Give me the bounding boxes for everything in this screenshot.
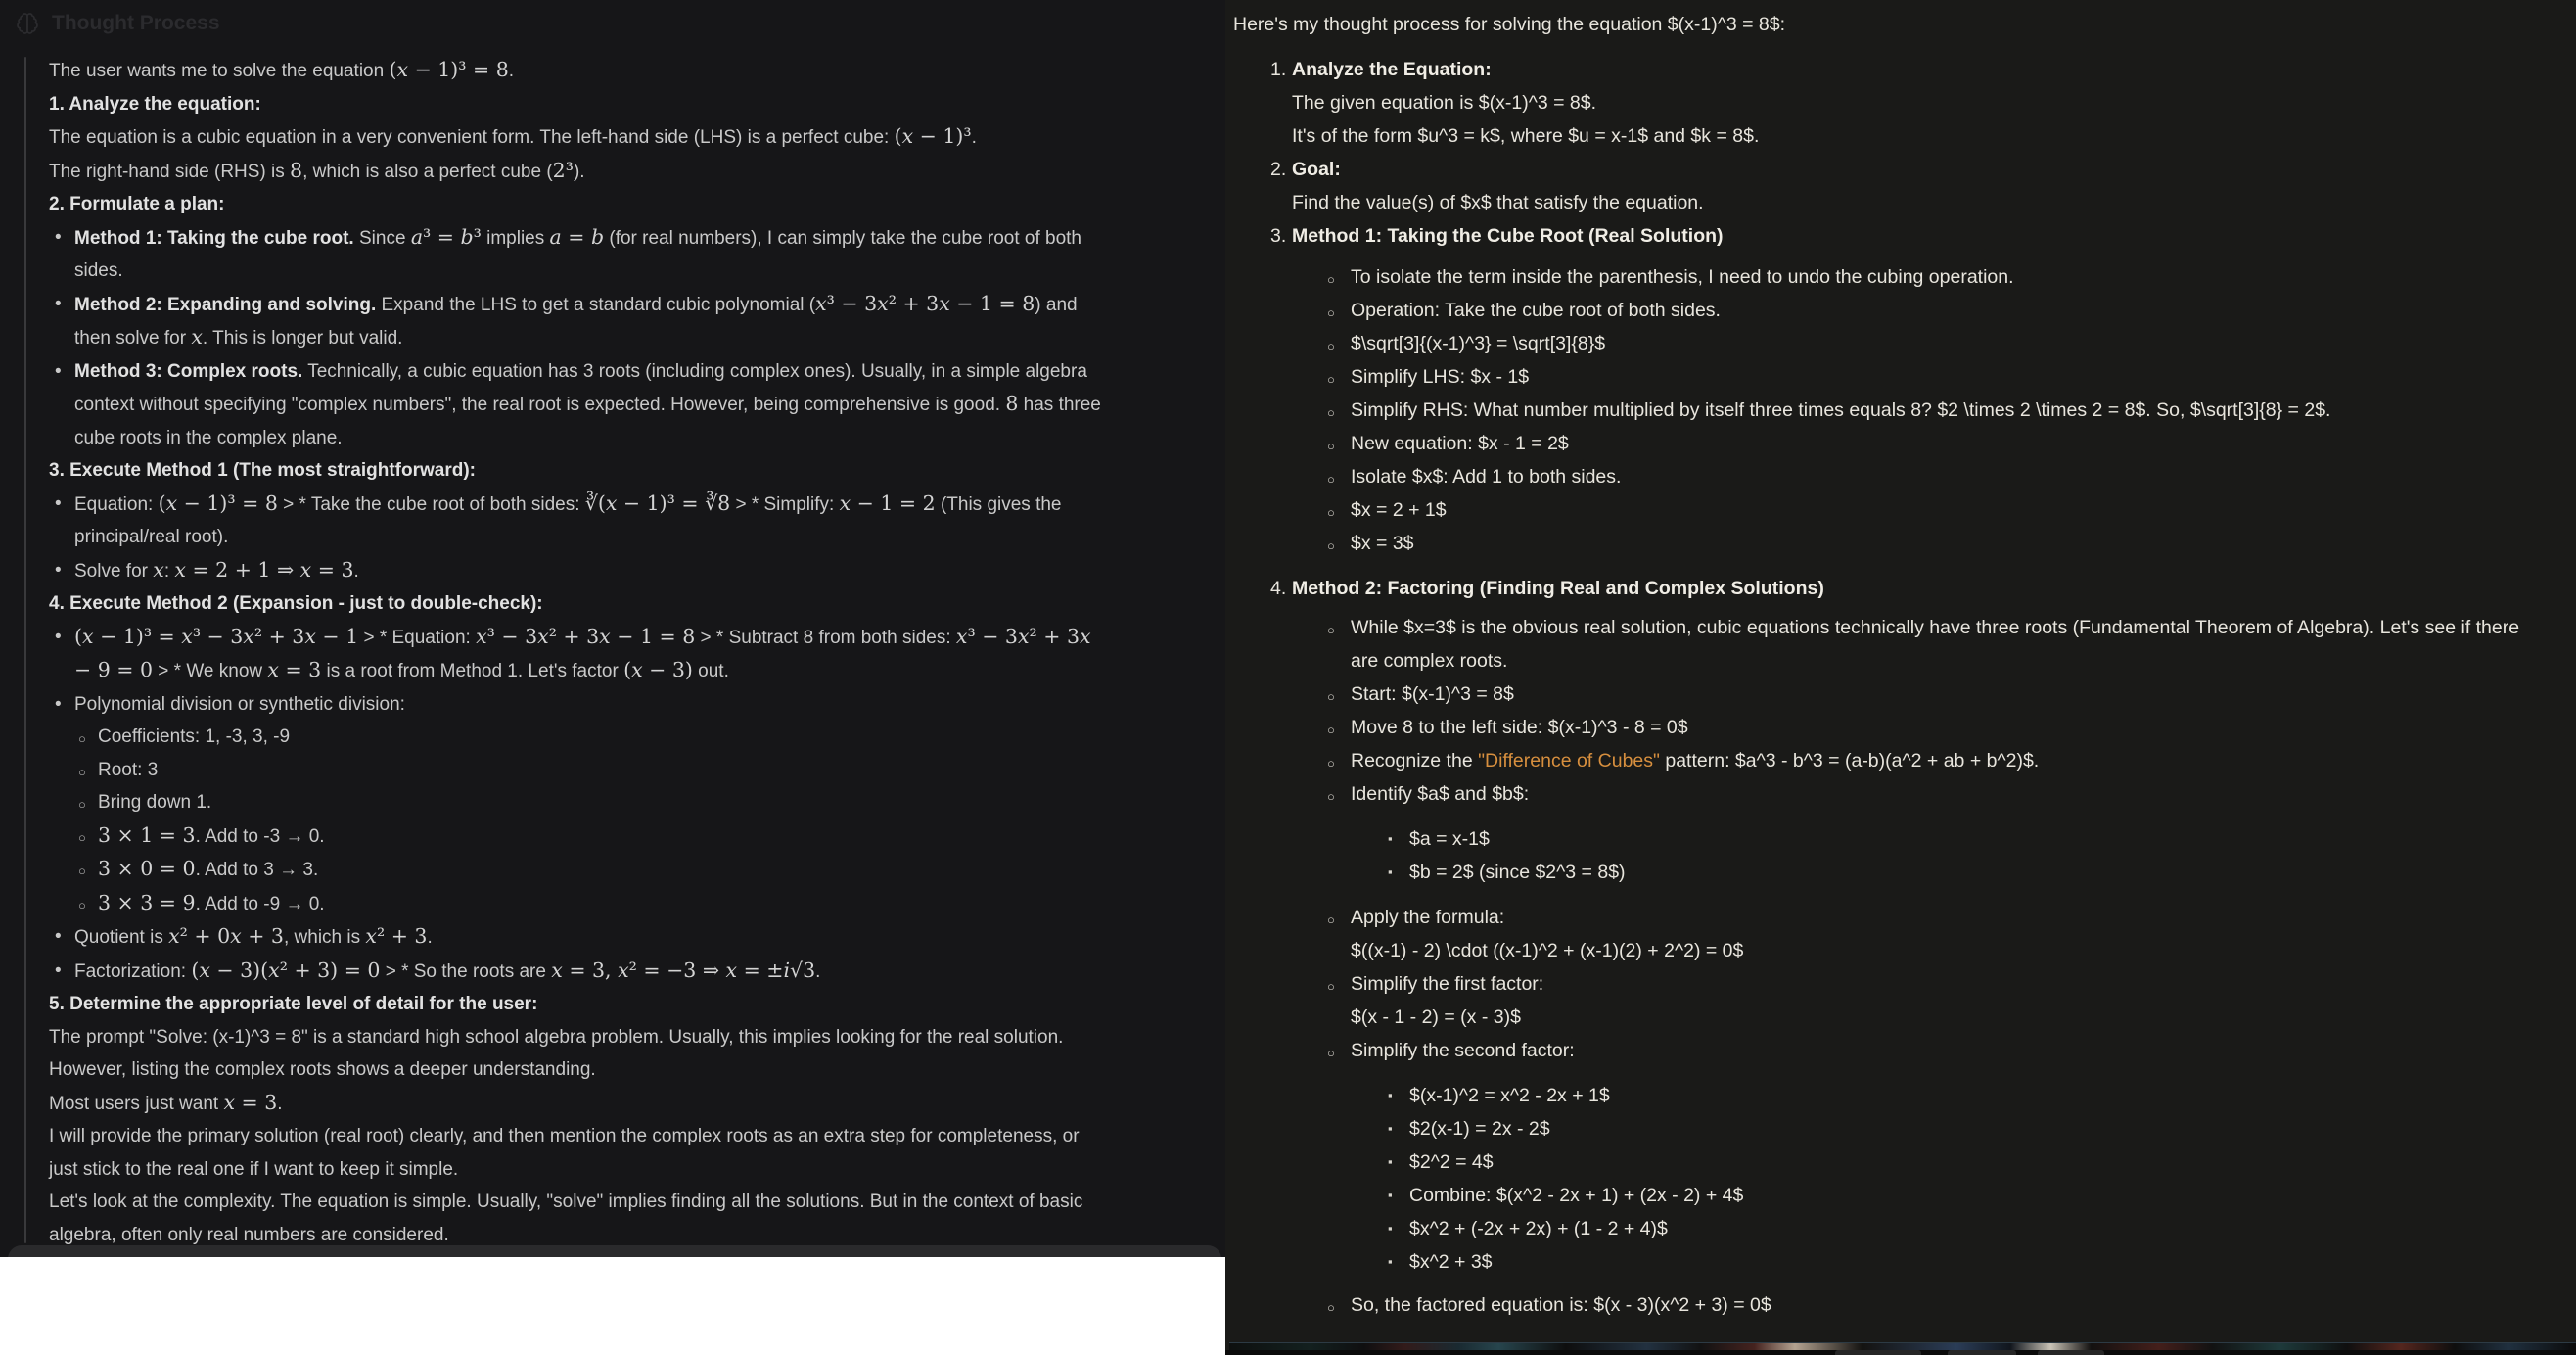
thought-line xyxy=(49,454,1112,488)
bold-text: Method 3: Complex roots. xyxy=(74,360,303,382)
thought-process-content xyxy=(49,54,1112,1251)
inline-math: 8 xyxy=(1005,392,1019,415)
thought-line: ○ Bring down 1. xyxy=(49,786,1112,819)
response-line: ○ Identify $a$ and $b$: xyxy=(1233,777,2535,811)
response-line: ○ While $x=3$ is the obvious real solution, cubic equations technically have three roots (Fundamental Theorem of Algebra). Let's see if there are complex roots. xyxy=(1233,611,2535,678)
inline-math: 2³ xyxy=(552,158,574,182)
window-button-top-2[interactable] xyxy=(1948,1350,2016,1355)
bold-text: Method 1: Taking the Cube Root (Real Solution) xyxy=(1292,225,1724,247)
response-line: ▪ $x^2 + (-2x + 2x) + (1 - 2 + 4)$ xyxy=(1233,1212,2535,1245)
thought-line xyxy=(49,988,1112,1021)
inline-math: x³ − 3x² + 3x − 1 = 8 xyxy=(476,624,696,648)
brain-icon xyxy=(16,12,39,35)
thought-line: Let's look at the complexity. The equation is simple. Usually, "solve" implies finding all the solutions. But in the context of basic algebra, often only real numbers are considered. xyxy=(49,1191,1083,1245)
inline-math: x xyxy=(153,557,164,582)
thought-line: The equation is a cubic equation in a very convenient form. The left-hand side (LHS) is a perfect cube: (x − 1)³. xyxy=(49,124,977,148)
response-line: It's of the form $u^3 = k$, where $u = x-1$ and $k = 8$. xyxy=(1292,125,1760,147)
inline-math: a³ = b³ xyxy=(410,224,482,249)
inline-math: x − 1 = 2 xyxy=(839,491,936,515)
thought-process-panel xyxy=(0,0,1225,1355)
response-intro: Here's my thought process for solving the equation $(x-1)^3 = 8$: xyxy=(1233,14,1786,35)
response-line: ○ Apply the formula: xyxy=(1233,901,2535,934)
response-line: ○ $x = 3$ xyxy=(1233,527,2535,560)
white-overlay-block xyxy=(0,1257,1225,1355)
thought-line: The right-hand side (RHS) is 8, which is also a perfect cube (2³). xyxy=(49,158,585,182)
bold-text: 2. Formulate a plan: xyxy=(49,194,225,214)
response-panel xyxy=(1225,0,2576,1355)
inline-math: 3 × 1 = 3 xyxy=(98,822,196,847)
response-line: $((x-1) - 2) \cdot ((x-1)^2 + (x-1)(2) + 2^2) = 0$ xyxy=(1351,940,1744,961)
list-number: 2. xyxy=(1270,159,1287,180)
inline-math: (x − 1)³ = x³ − 3x² + 3x − 1 xyxy=(74,624,359,648)
inline-math: 3 × 0 = 0 xyxy=(98,857,196,880)
bold-text: Method 2: Expanding and solving. xyxy=(74,294,377,315)
list-number: 3. xyxy=(1270,225,1287,247)
response-content xyxy=(1233,8,2535,1322)
response-line xyxy=(1233,53,2535,86)
response-line: ○ So, the factored equation is: $(x - 3)(x^2 + 3) = 0$ xyxy=(1233,1288,2535,1322)
response-line: ○ Simplify the second factor: xyxy=(1233,1034,2535,1067)
response-line: The given equation is $(x-1)^3 = 8$. xyxy=(1292,92,1597,114)
inline-math: x³ − 3x² + 3x − 1 = 8 xyxy=(815,291,1035,315)
inline-math: (x − 3)(x² + 3) = 0 xyxy=(191,958,381,982)
thought-line: • Quotient is x² + 0x + 3, which is x² + 3. xyxy=(49,920,1112,955)
inline-math: (x − 1)³ = 8 xyxy=(389,58,509,81)
response-line: ○ Operation: Take the cube root of both sides. xyxy=(1233,294,2535,327)
thought-line: • Solve for x: x = 2 + 1 ⇒ x = 3. xyxy=(49,554,1112,588)
thought-line: I will provide the primary solution (real root) clearly, and then mention the complex roots as an extra step for completeness, or just stick to the real one if I want to keep it simple. xyxy=(49,1126,1080,1180)
inline-math: x² + 0x + 3 xyxy=(168,924,284,948)
response-line: ○ Move 8 to the left side: $(x-1)^3 - 8 = 0$ xyxy=(1233,711,2535,744)
response-line xyxy=(1233,219,2535,253)
response-line xyxy=(1233,572,2535,605)
thought-process-title: Thought Process xyxy=(52,12,220,34)
bold-text: 5. Determine the appropriate level of detail for the user: xyxy=(49,994,538,1014)
bottom-window-edge xyxy=(1225,1350,2576,1355)
thought-line: • (x − 1)³ = x³ − 3x² + 3x − 1 > * Equation: x³ − 3x² + 3x − 1 = 8 > * Subtract 8 from both sides: x³ − 3x² + 3x − 9 = 0 > * We know x = 3 is a root from Method 1. Let's factor (x − 3) out. xyxy=(49,621,1112,688)
bold-text: Analyze the Equation: xyxy=(1292,59,1492,80)
bold-text: Goal: xyxy=(1292,159,1341,180)
response-line: Find the value(s) of $x$ that satisfy the equation. xyxy=(1292,192,1704,213)
inline-math: x = 2 + 1 ⇒ x = 3 xyxy=(174,557,354,582)
thought-line: • Polynomial division or synthetic division: xyxy=(49,688,1112,722)
bold-text: 4. Execute Method 2 (Expansion - just to double-check): xyxy=(49,593,543,614)
thought-line: ○ Coefficients: 1, -3, 3, -9 xyxy=(49,721,1112,754)
thought-process-toggle[interactable] xyxy=(16,12,220,35)
response-line: ▪ $x^2 + 3$ xyxy=(1233,1245,2535,1279)
bold-text: Method 2: Factoring (Finding Real and Complex Solutions) xyxy=(1292,578,1824,599)
thought-line: • Method 3: Complex roots. Technically, a cubic equation has 3 roots (including complex ones). Usually, in a simple algebra context without specifying "complex numbers", the real root is expected. However, being comprehensive is good. 8 has three cube roots in the complex plane. xyxy=(49,355,1112,455)
thought-line: The prompt "Solve: (x-1)^3 = 8" is a standard high school algebra problem. Usually, this implies looking for the real solution. However, listing the complex roots shows a deeper understanding. xyxy=(49,1026,1064,1080)
response-line: $(x - 1 - 2) = (x - 3)$ xyxy=(1351,1006,1521,1028)
response-line: ▪ $b = 2$ (since $2^3 = 8$) xyxy=(1233,856,2535,889)
response-line: ○ Isolate $x$: Add 1 to both sides. xyxy=(1233,460,2535,493)
inline-math: x = 3 xyxy=(267,658,322,681)
response-list xyxy=(1233,53,2535,1322)
difference-of-cubes-link[interactable]: "Difference of Cubes" xyxy=(1478,750,1660,771)
response-line xyxy=(1233,153,2535,186)
thought-line: ○ 3 × 3 = 9. Add to -9 → 0. xyxy=(49,887,1112,921)
inline-math: (x − 3) xyxy=(623,658,693,681)
thought-line: • Method 1: Taking the cube root. Since a³ = b³ implies a = b (for real numbers), I can simply take the cube root of both sides. xyxy=(49,221,1112,288)
thought-line xyxy=(49,188,1112,221)
response-line: ▪ $2^2 = 4$ xyxy=(1233,1145,2535,1179)
response-line: ○ $\sqrt[3]{(x-1)^3} = \sqrt[3]{8}$ xyxy=(1233,327,2535,360)
response-line: ▪ $a = x-1$ xyxy=(1233,822,2535,856)
inline-math: 3 × 3 = 9 xyxy=(98,890,196,914)
response-line: ○ Simplify the first factor: xyxy=(1233,967,2535,1001)
inline-math: x² + 3 xyxy=(365,924,428,948)
thought-line: The user wants me to solve the equation (x − 1)³ = 8. xyxy=(49,58,515,81)
bold-text: 3. Execute Method 1 (The most straightforward): xyxy=(49,460,476,481)
thought-quote-rule xyxy=(24,57,26,1243)
thought-line: • Equation: (x − 1)³ = 8 > * Take the cube root of both sides: ∛(x − 1)³ = ∛8 > * Simplify: x − 1 = 2 (This gives the principal/real root). xyxy=(49,488,1112,554)
response-line: ○ Recognize the "Difference of Cubes" pattern: $a^3 - b^3 = (a-b)(a^2 + ab + b^2)$. xyxy=(1233,744,2535,777)
response-line: ○ $x = 2 + 1$ xyxy=(1233,493,2535,527)
inline-math: ∛(x − 1)³ = ∛8 xyxy=(584,491,731,515)
inline-math: (x − 1)³ = 8 xyxy=(158,491,278,515)
thought-line xyxy=(49,587,1112,621)
thought-line: • Method 2: Expanding and solving. Expand the LHS to get a standard cubic polynomial (x³ − 3x² + 3x − 1 = 8) and then solve for x. This is longer but valid. xyxy=(49,288,1112,355)
photo-strip xyxy=(1229,1342,2576,1350)
response-line: ▪ Combine: $(x^2 - 2x + 1) + (2x - 2) + 4$ xyxy=(1233,1179,2535,1212)
thought-line: • Factorization: (x − 3)(x² + 3) = 0 > * So the roots are x = 3, x² = −3 ⇒ x = ±i√3. xyxy=(49,955,1112,989)
inline-math: x = 3, x² = −3 ⇒ x = ±i√3 xyxy=(551,958,816,982)
list-number: 4. xyxy=(1270,578,1287,599)
inline-math: a = b xyxy=(549,224,605,249)
inline-math: x xyxy=(191,325,203,349)
bold-text: Method 1: Taking the cube root. xyxy=(74,227,354,249)
inline-math: 8 xyxy=(290,158,303,182)
thought-line: ○ Root: 3 xyxy=(49,754,1112,787)
thought-line xyxy=(49,88,1112,121)
list-number: 1. xyxy=(1270,59,1287,80)
response-line: ○ Simplify LHS: $x - 1$ xyxy=(1233,360,2535,394)
thought-line: ○ 3 × 0 = 0. Add to 3 → 3. xyxy=(49,853,1112,887)
response-line: ○ To isolate the term inside the parenthesis, I need to undo the cubing operation. xyxy=(1233,260,2535,294)
bold-text: 1. Analyze the equation: xyxy=(49,93,261,115)
window-button-top-1[interactable] xyxy=(1835,1350,1921,1355)
response-line: ▪ $2(x-1) = 2x - 2$ xyxy=(1233,1112,2535,1145)
window-button-top-3[interactable] xyxy=(2038,1350,2104,1355)
inline-math: x³ − 3x² + 3x − 9 = 0 xyxy=(74,624,1091,681)
response-line: ○ Simplify RHS: What number multiplied by itself three times equals 8? $2 \times 2 \times 2 = 8$. So, $\sqrt[3]{8} = 2$. xyxy=(1233,394,2535,427)
response-line: ▪ $(x-1)^2 = x^2 - 2x + 1$ xyxy=(1233,1079,2535,1112)
response-line: ○ New equation: $x - 1 = 2$ xyxy=(1233,427,2535,460)
inline-math: x = 3 xyxy=(223,1090,278,1114)
thought-line: ○ 3 × 1 = 3. Add to -3 → 0. xyxy=(49,819,1112,854)
inline-math: (x − 1)³ xyxy=(894,124,972,148)
response-line: ○ Start: $(x-1)^3 = 8$ xyxy=(1233,678,2535,711)
thought-line: Most users just want x = 3. xyxy=(49,1090,283,1114)
